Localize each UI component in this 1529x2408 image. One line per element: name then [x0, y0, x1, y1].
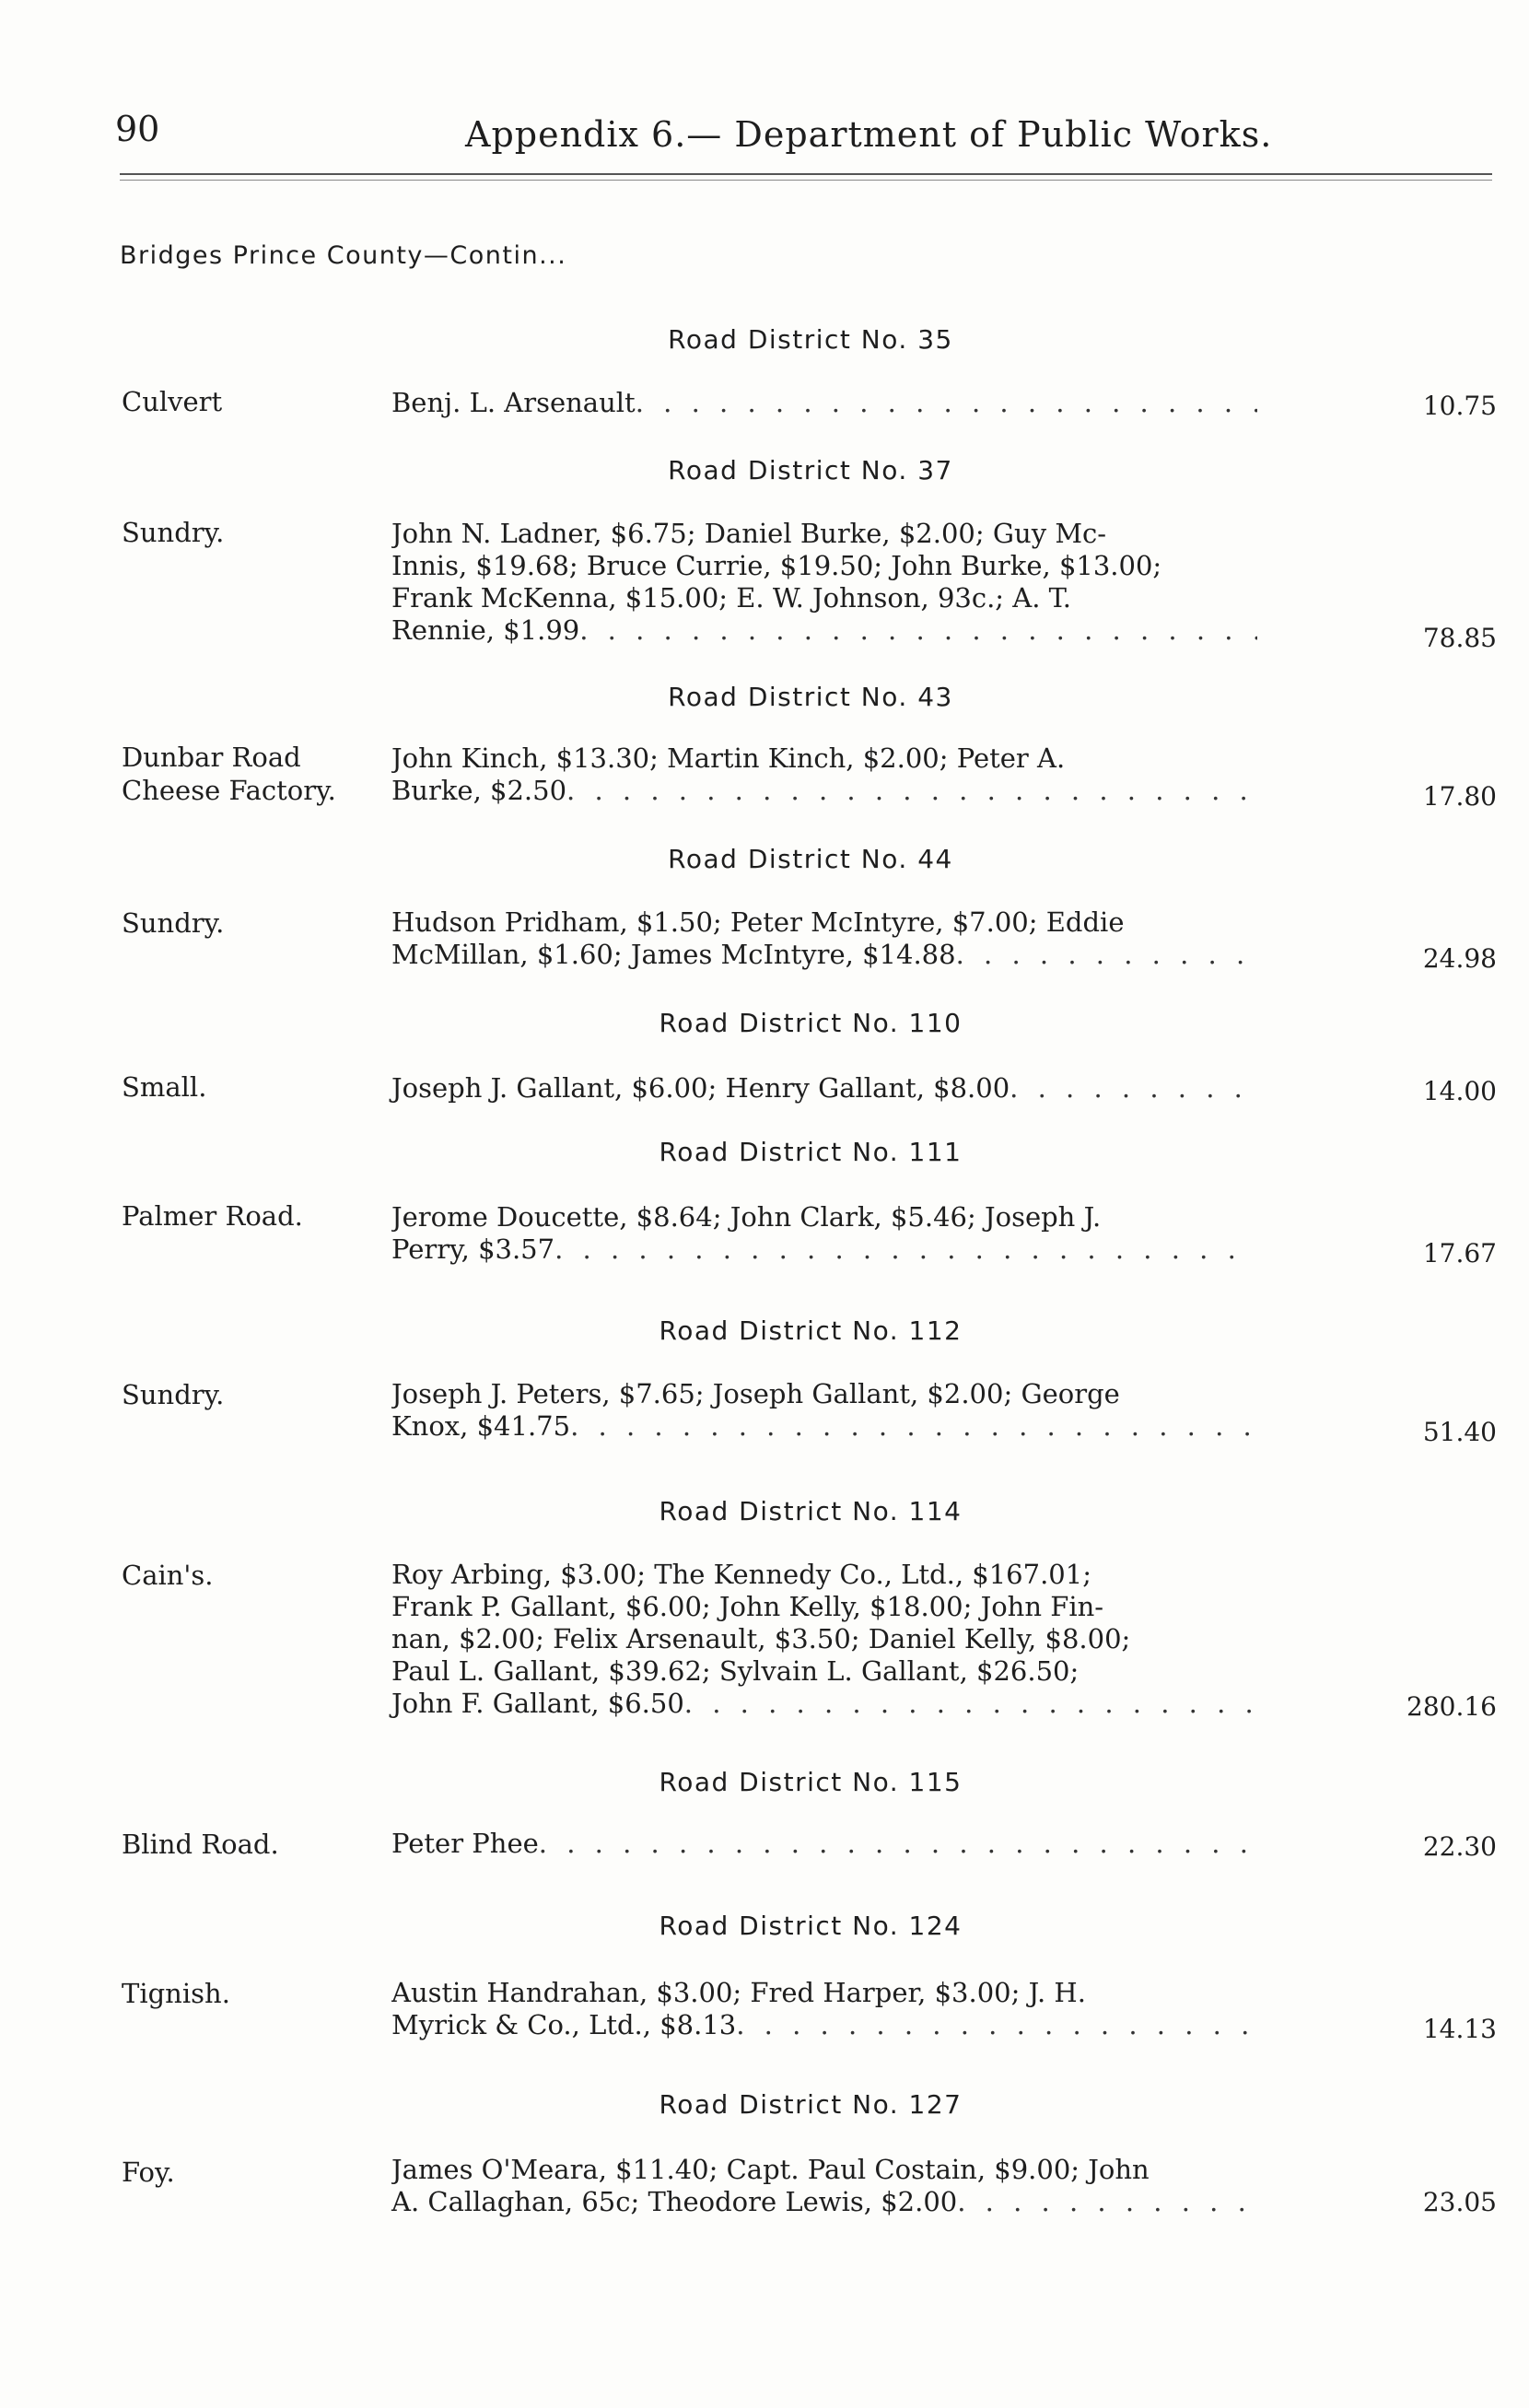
entry-last-line: McMillan, $1.60; James McIntyre, $14.88 . . .: [391, 939, 1257, 971]
section-title: Road District No. 115: [659, 1767, 963, 1797]
amount: 17.67: [1422, 1238, 1497, 1268]
place-name: Sundry.: [122, 907, 225, 939]
section-title: Road District No. 110: [659, 1008, 963, 1038]
amount: 14.00: [1422, 1076, 1497, 1106]
place-name: Foy.: [122, 2157, 175, 2188]
entry-text: [391, 1828, 1257, 1860]
entry-line: Jerome Doucette, $8.64; John Clark, $5.46; Joseph J.: [391, 1201, 1102, 1233]
entry-text: [391, 387, 1257, 419]
entry-text: [391, 1559, 1257, 1720]
amount: 51.40: [1422, 1417, 1497, 1447]
entry-last-line: A. Callaghan, 65c; Theodore Lewis, $2.00 . . .: [391, 2186, 1257, 2218]
section-title: Road District No. 44: [668, 844, 953, 874]
section-title: Road District No. 127: [659, 2089, 963, 2120]
section-title: Road District No. 35: [668, 324, 953, 355]
entry-last-line: Burke, $2.50 . . .: [391, 775, 1257, 807]
entry-text: [391, 518, 1257, 647]
entry-line: James O'Meara, $11.40; Capt. Paul Costain, $9.00; John: [391, 2154, 1150, 2185]
amount: 280.16: [1406, 1691, 1497, 1722]
amount: 14.13: [1422, 2014, 1497, 2044]
entry-last-line: Knox, $41.75 . . .: [391, 1410, 1257, 1443]
amount: 23.05: [1422, 2187, 1497, 2217]
entry-text: [391, 2154, 1257, 2218]
place-name: Culvert: [122, 386, 223, 417]
section-title: Road District No. 43: [668, 682, 953, 712]
place-name: Blind Road.: [122, 1829, 279, 1860]
section-title: Road District No. 114: [659, 1496, 963, 1526]
entry-last-line: Perry, $3.57 . . .: [391, 1233, 1257, 1266]
amount: 22.30: [1422, 1831, 1497, 1862]
entry-last-line: Rennie, $1.99 . . .: [391, 614, 1257, 647]
place-name: Sundry.: [122, 517, 225, 548]
entry-last-line: John F. Gallant, $6.50 . . .: [391, 1688, 1257, 1720]
entry-text: [391, 906, 1257, 971]
continued-heading: Bridges Prince County—Contin...: [120, 241, 567, 270]
entry-line: John N. Ladner, $6.75; Daniel Burke, $2.00; Guy Mc-: [391, 518, 1107, 549]
entry-line: Roy Arbing, $3.00; The Kennedy Co., Ltd., $167.01;: [391, 1559, 1091, 1590]
entry-text: [391, 1201, 1257, 1266]
entry-line: Austin Handrahan, $3.00; Fred Harper, $3.00; J. H.: [391, 1977, 1086, 2008]
entry-text: [391, 1072, 1257, 1105]
entry-line: nan, $2.00; Felix Arsenault, $3.50; Daniel Kelly, $8.00;: [391, 1623, 1131, 1654]
entry-line: Innis, $19.68; Bruce Currie, $19.50; John Burke, $13.00;: [391, 550, 1162, 581]
place-name: Cain's.: [122, 1560, 214, 1591]
header-rule: [120, 173, 1492, 175]
amount: 10.75: [1422, 391, 1497, 421]
amount: 24.98: [1422, 943, 1497, 974]
page-title: Appendix 6.— Department of Public Works.: [465, 114, 1273, 155]
entry-last-line: Peter Phee . . .: [391, 1828, 1257, 1860]
entry-line: Frank McKenna, $15.00; E. W. Johnson, 93c.; A. T.: [391, 582, 1071, 614]
page-number: 90: [115, 109, 160, 149]
section-title: Road District No. 111: [659, 1137, 963, 1167]
amount: 78.85: [1422, 623, 1497, 653]
entry-line: Frank P. Gallant, $6.00; John Kelly, $18.00; John Fin-: [391, 1591, 1104, 1622]
entry-text: [391, 1977, 1257, 2041]
header-rule-thin: [120, 180, 1492, 181]
entry-line: Hudson Pridham, $1.50; Peter McIntyre, $7.00; Eddie: [391, 906, 1125, 938]
place-name: Tignish.: [122, 1978, 230, 2009]
place-name: Sundry.: [122, 1379, 225, 1410]
section-title: Road District No. 37: [668, 455, 953, 485]
entry-last-line: Benj. L. Arsenault . . .: [391, 387, 1257, 419]
place-name: Small.: [122, 1071, 207, 1103]
place-name: Dunbar Road Cheese Factory.: [122, 742, 336, 806]
entry-line: John Kinch, $13.30; Martin Kinch, $2.00; Peter A.: [391, 742, 1066, 774]
entry-text: [391, 1378, 1257, 1443]
entry-last-line: Joseph J. Gallant, $6.00; Henry Gallant, $8.00 . . .: [391, 1072, 1257, 1105]
entry-line: Joseph J. Peters, $7.65; Joseph Gallant, $2.00; George: [391, 1378, 1120, 1409]
page-header: [115, 109, 1497, 164]
entry-line: Paul L. Gallant, $39.62; Sylvain L. Gallant, $26.50;: [391, 1655, 1080, 1687]
entry-last-line: Myrick & Co., Ltd., $8.13 . . .: [391, 2009, 1257, 2041]
place-name: Palmer Road.: [122, 1200, 303, 1232]
entry-text: [391, 742, 1257, 807]
section-title: Road District No. 112: [659, 1315, 963, 1346]
amount: 17.80: [1422, 781, 1497, 812]
section-title: Road District No. 124: [659, 1911, 963, 1941]
